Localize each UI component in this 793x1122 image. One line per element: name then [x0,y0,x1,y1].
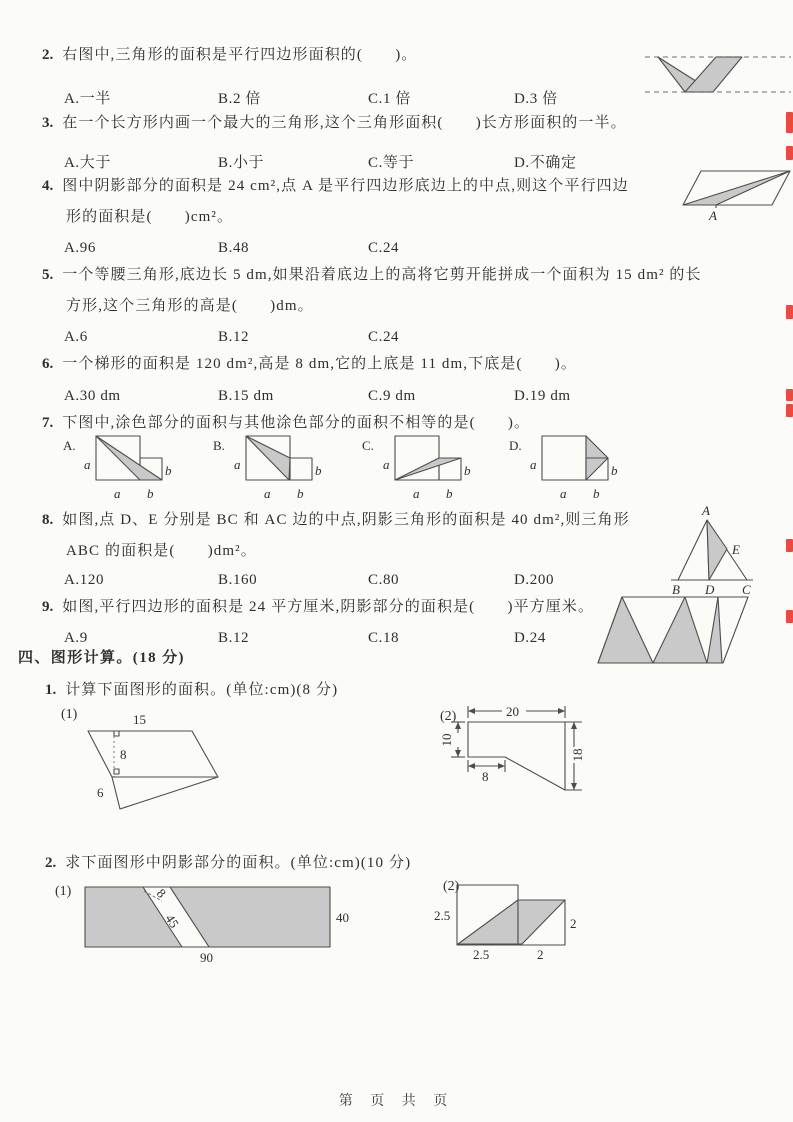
dim-label-6: 6 [97,785,104,800]
fig-shade-2 [433,873,593,965]
right-angle-mark-top [114,731,119,736]
label-b-bottom: b [446,486,453,501]
fig-label: (1) [55,884,72,899]
option-a: A.96 [64,240,96,256]
section-4-title: 四、图形计算。(18 分) [18,650,185,666]
option-c: C.24 [368,240,400,256]
option-a: A.120 [64,572,105,588]
dim-label-8: 8 [120,747,127,762]
label-b-right: b [611,463,618,478]
shaded-region [395,458,461,480]
label-b-bottom: b [593,486,600,501]
question-number: 9. [42,599,54,615]
option-a: A.30 dm [64,388,121,404]
arrowhead [558,708,565,714]
question-text: 如图,点 D、E 分别是 BC 和 AC 边的中点,阴影三角形的面积是 40 dm²,则三角形 [62,512,630,528]
question-number: 8. [42,512,54,528]
scan-mark [786,389,793,401]
subquestion-1 [45,683,338,698]
arrowhead [498,763,505,769]
dim-label-strip-width: 8 [153,885,170,901]
question-number: 6. [42,356,54,372]
label-b-bottom: b [147,486,154,501]
small-square [290,458,312,480]
shaded-triangle-ade [707,520,727,580]
option-c: C.1 倍 [368,91,412,107]
subquestion-number: 1. [45,682,57,698]
shaded-parallelogram [685,57,742,92]
option-letter: D. [509,438,522,453]
lower-triangle [112,777,218,809]
big-square [395,436,439,480]
scan-mark [786,404,793,417]
question-text: 图中阴影部分的面积是 24 cm²,点 A 是平行四边形底边上的中点,则这个平行四边 [62,178,629,194]
shaded-triangle-left [458,900,518,944]
shaded-triangle-1 [598,597,653,663]
big-square [542,436,586,480]
shaded-region [246,436,290,480]
question-number: 3. [42,115,54,131]
scan-mark [786,539,793,552]
option-c: C.80 [368,572,400,588]
option-letter: A. [63,438,76,453]
dim-label-15: 15 [133,712,146,727]
shaded-region-lower [586,458,608,480]
label-point-a: A [709,208,717,223]
scan-mark [786,305,793,319]
dim-label-18: 18 [570,748,585,762]
label-b-right: b [315,463,322,478]
option-c: C.等于 [368,155,415,171]
fig-label: (2) [443,879,460,894]
label-a-left: a [84,457,91,472]
arrowhead [571,783,577,790]
arrowhead [571,722,577,729]
label-d: D [705,582,715,597]
dim-label-base-left: 2.5 [473,947,490,962]
label-a: A [702,505,710,518]
shaded-triangle-2 [653,597,707,663]
fig-q4-parallelogram [676,164,793,224]
option-b: B.12 [218,630,250,646]
option-b: B.48 [218,240,250,256]
label-a-left: a [234,457,241,472]
question-8 [42,513,630,528]
fig-label: (1) [61,707,78,722]
question-number: 4. [42,178,54,194]
option-b: B.12 [218,329,250,345]
fig-q7-option-c [361,432,481,502]
fig-calc-2 [438,703,603,803]
fig-q2-triangle-parallelogram [643,44,793,106]
label-a-left: a [530,457,537,472]
option-c: C.9 dm [368,388,416,404]
option-a: A.大于 [64,155,111,171]
question-4-options [0,240,793,258]
right-angle-mark-bottom [114,769,119,774]
fig-calc-1 [58,703,233,818]
fig-q7-option-a [62,432,182,502]
question-6 [42,357,577,372]
question-4 [42,179,629,194]
question-number: 5. [42,267,54,283]
label-e: E [732,542,740,557]
fig-q8-triangle-abc [655,505,760,597]
label-a-bottom: a [264,486,271,501]
option-a: A.一半 [64,91,111,107]
question-text: 在一个长方形内画一个最大的三角形,这个三角形面积( )长方形面积的一半。 [62,115,627,131]
dim-label-base-right: 2 [537,947,544,962]
option-b: B.2 倍 [218,91,262,107]
option-d: D.3 倍 [514,91,558,107]
option-d: D.200 [514,572,555,588]
shaded-region-upper [586,436,608,458]
arrowhead [455,750,461,757]
question-text: 一个等腰三角形,底边长 5 dm,如果沿着底边上的高将它剪开能拼成一个面积为 15 dm² 的长 [62,267,702,283]
option-a: A.6 [64,329,88,345]
option-d: D.19 dm [514,388,571,404]
shaded-region-right [518,900,565,944]
label-a-bottom: a [413,486,420,501]
label-c: C [742,582,751,597]
label-b-right: b [165,463,172,478]
dim-label-20: 20 [506,704,519,719]
upper-quadrilateral [88,731,218,777]
option-d: D.24 [514,630,546,646]
subquestion-2 [45,856,411,871]
subquestion-text: 求下面图形中阴影部分的面积。(单位:cm)(10 分) [65,855,412,871]
fig-q9-parallelogram [593,586,773,668]
fig-q7-option-d [508,432,628,502]
question-5 [42,268,702,283]
option-b: B.15 dm [218,388,274,404]
question-9 [42,600,594,615]
option-letter: B. [213,438,225,453]
dim-label-10: 10 [439,733,454,747]
option-a: A.9 [64,630,88,646]
question-text: 右图中,三角形的面积是平行四边形面积的( )。 [62,47,418,63]
dim-label-40: 40 [336,910,349,925]
option-c: C.24 [368,329,400,345]
question-5-line2: 方形,这个三角形的高是( )dm。 [66,298,314,314]
question-3 [42,116,627,131]
dim-label-strip-length: 45 [162,911,183,931]
arrowhead [468,708,475,714]
option-b: B.小于 [218,155,265,171]
page-footer: 第 页 共 页 [338,1094,455,1109]
question-number: 7. [42,415,54,431]
subquestion-number: 2. [45,855,57,871]
arrowhead [468,763,475,769]
subquestion-text: 计算下面图形的面积。(单位:cm)(8 分) [65,682,339,698]
shaded-triangle [683,171,790,205]
fig-label: (2) [440,709,457,724]
question-8-line2: ABC 的面积是( )dm²。 [66,543,257,559]
question-6-options [0,388,793,406]
option-d: D.不确定 [514,155,577,171]
scan-mark [786,112,793,133]
question-text: 如图,平行四边形的面积是 24 平方厘米,阴影部分的面积是( )平方厘米。 [62,599,595,615]
scan-mark [786,610,793,623]
fig-q7-option-b [212,432,332,502]
dim-label-right: 2 [570,916,577,931]
question-5-options [0,329,793,347]
label-b-right: b [464,463,471,478]
fig-shade-1 [53,878,373,966]
dim-label-90: 90 [200,950,213,965]
question-7 [42,416,530,431]
label-b-bottom: b [297,486,304,501]
question-2 [42,48,417,63]
question-text: 一个梯形的面积是 120 dm²,高是 8 dm,它的上底是 11 dm,下底是( )。 [62,356,577,372]
question-number: 2. [42,47,54,63]
label-b: B [672,582,680,597]
dim-label-left: 2.5 [434,908,451,923]
scan-mark [786,146,793,160]
label-a-bottom: a [560,486,567,501]
shaded-rectangle [85,887,330,947]
label-a-left: a [383,457,390,472]
option-c: C.18 [368,630,400,646]
label-a-bottom: a [114,486,121,501]
dim-label-8: 8 [482,769,489,784]
option-b: B.160 [218,572,258,588]
shaded-triangle-3 [707,597,722,663]
question-4-line2: 形的面积是( )cm²。 [66,209,234,225]
option-letter: C. [362,438,374,453]
question-text: 下图中,涂色部分的面积与其他涂色部分的面积不相等的是( )。 [62,415,531,431]
question-3-options [0,151,793,169]
